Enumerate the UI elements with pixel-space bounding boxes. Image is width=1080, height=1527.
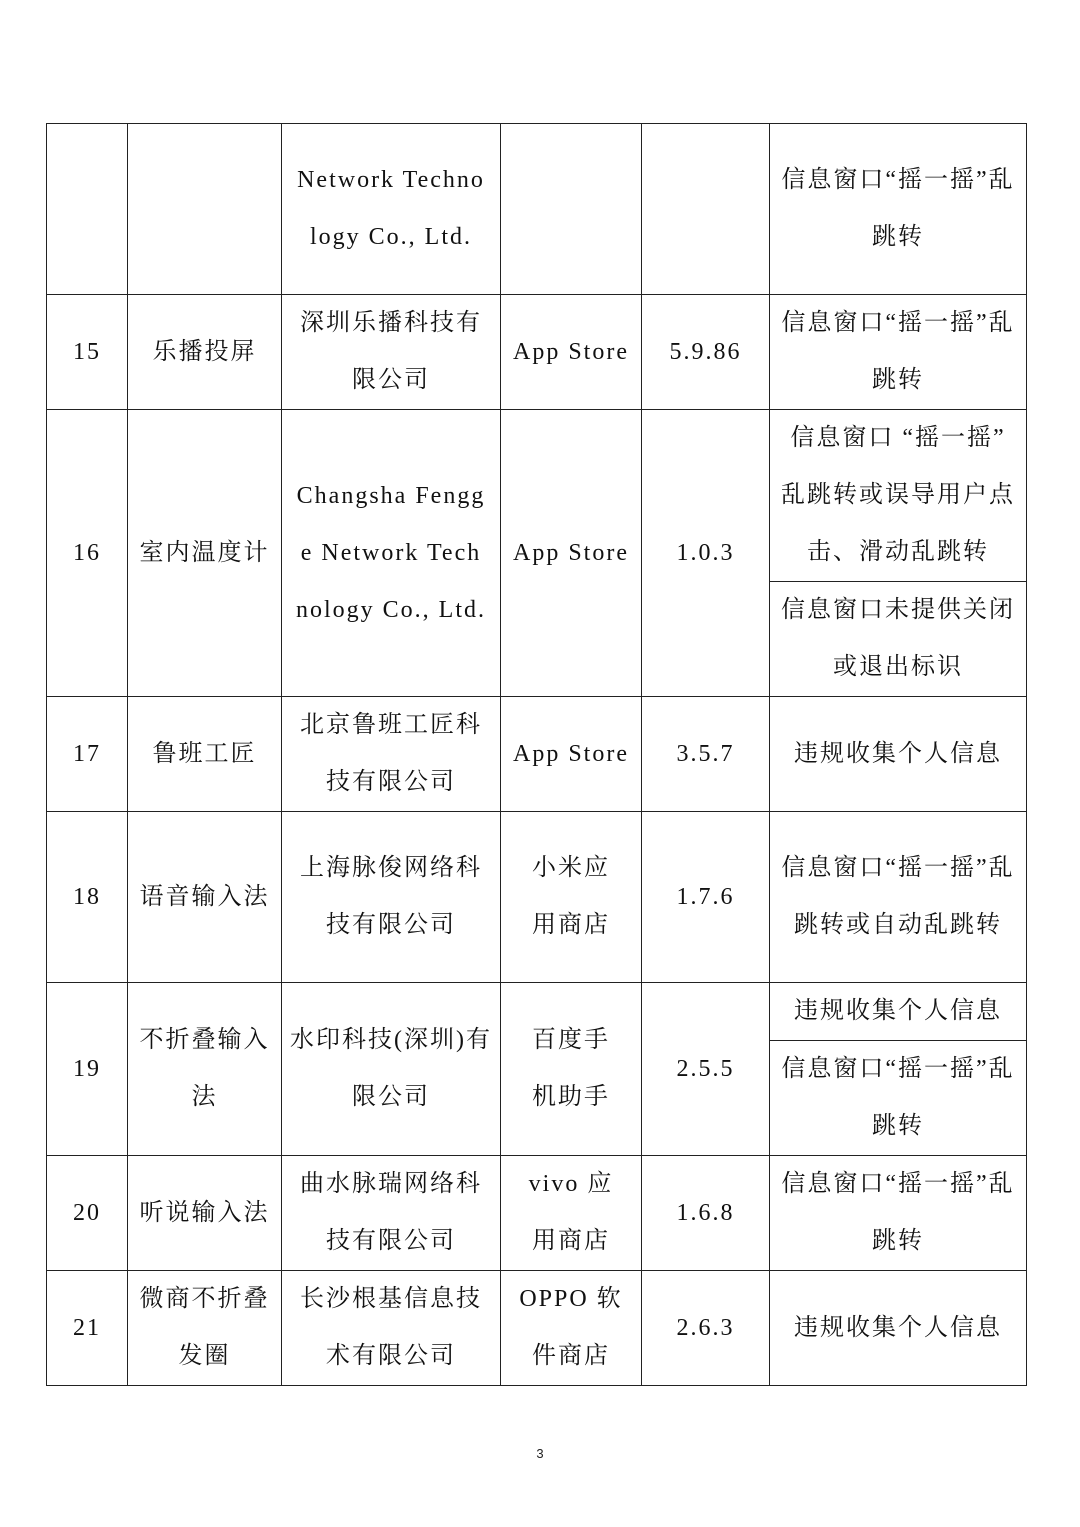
- cell-app-name: [128, 124, 282, 295]
- cell-number: 21: [47, 1271, 128, 1386]
- cell-issue: 违规收集个人信息: [770, 983, 1027, 1041]
- table-row: [47, 1156, 1027, 1271]
- cell-app-name: 微商不折叠发圈: [128, 1271, 282, 1386]
- cell-number: 16: [47, 410, 128, 697]
- cell-developer: 曲水脉瑞网络科技有限公司: [282, 1156, 501, 1271]
- cell-developer: 深圳乐播科技有限公司: [282, 295, 501, 410]
- cell-store: App Store: [501, 410, 642, 697]
- table-row: [47, 124, 1027, 295]
- table-row: [47, 983, 1027, 1041]
- cell-store: 百度手机助手: [501, 983, 642, 1156]
- table-row: [47, 812, 1027, 983]
- cell-store: App Store: [501, 697, 642, 812]
- cell-version: 3.5.7: [642, 697, 770, 812]
- cell-store: 小米应用商店: [501, 812, 642, 983]
- page-number: 3: [536, 1446, 544, 1461]
- cell-store: App Store: [501, 295, 642, 410]
- cell-number: [47, 124, 128, 295]
- cell-version: 2.6.3: [642, 1271, 770, 1386]
- cell-issue: 信息窗口“摇一摇”乱跳转: [770, 1041, 1027, 1156]
- cell-number: 15: [47, 295, 128, 410]
- cell-store: OPPO 软件商店: [501, 1271, 642, 1386]
- table-row: [47, 295, 1027, 410]
- cell-number: 19: [47, 983, 128, 1156]
- cell-app-name: 乐播投屏: [128, 295, 282, 410]
- cell-issue: 信息窗口“摇一摇”乱跳转或自动乱跳转: [770, 812, 1027, 983]
- cell-developer: Network Technology Co., Ltd.: [282, 124, 501, 295]
- cell-number: 17: [47, 697, 128, 812]
- cell-app-name: 语音输入法: [128, 812, 282, 983]
- cell-developer: 水印科技(深圳)有限公司: [282, 983, 501, 1156]
- cell-issue: 信息窗口“摇一摇”乱跳转: [770, 124, 1027, 295]
- cell-version: [642, 124, 770, 295]
- cell-app-name: 不折叠输入法: [128, 983, 282, 1156]
- cell-number: 18: [47, 812, 128, 983]
- cell-developer: Changsha Fengge Network Technology Co., Ltd.: [282, 410, 501, 697]
- cell-issue: 信息窗口未提供关闭或退出标识: [770, 582, 1027, 697]
- table-row: [47, 697, 1027, 812]
- cell-developer: 北京鲁班工匠科技有限公司: [282, 697, 501, 812]
- cell-developer: 长沙根基信息技术有限公司: [282, 1271, 501, 1386]
- cell-issue: 违规收集个人信息: [770, 1271, 1027, 1386]
- cell-version: 1.7.6: [642, 812, 770, 983]
- cell-issue: 信息窗口 “摇一摇” 乱跳转或误导用户点击、滑动乱跳转: [770, 410, 1027, 582]
- cell-issue: 信息窗口“摇一摇”乱跳转: [770, 295, 1027, 410]
- cell-store: [501, 124, 642, 295]
- cell-issue: 违规收集个人信息: [770, 697, 1027, 812]
- table-row: [47, 1271, 1027, 1386]
- violations-table: [46, 123, 1027, 1386]
- cell-version: 1.0.3: [642, 410, 770, 697]
- cell-app-name: 鲁班工匠: [128, 697, 282, 812]
- cell-app-name: 室内温度计: [128, 410, 282, 697]
- cell-issue: 信息窗口“摇一摇”乱跳转: [770, 1156, 1027, 1271]
- cell-version: 5.9.86: [642, 295, 770, 410]
- table-row: [47, 410, 1027, 582]
- cell-store: vivo 应用商店: [501, 1156, 642, 1271]
- cell-app-name: 听说输入法: [128, 1156, 282, 1271]
- cell-version: 2.5.5: [642, 983, 770, 1156]
- cell-version: 1.6.8: [642, 1156, 770, 1271]
- cell-developer: 上海脉俊网络科技有限公司: [282, 812, 501, 983]
- cell-number: 20: [47, 1156, 128, 1271]
